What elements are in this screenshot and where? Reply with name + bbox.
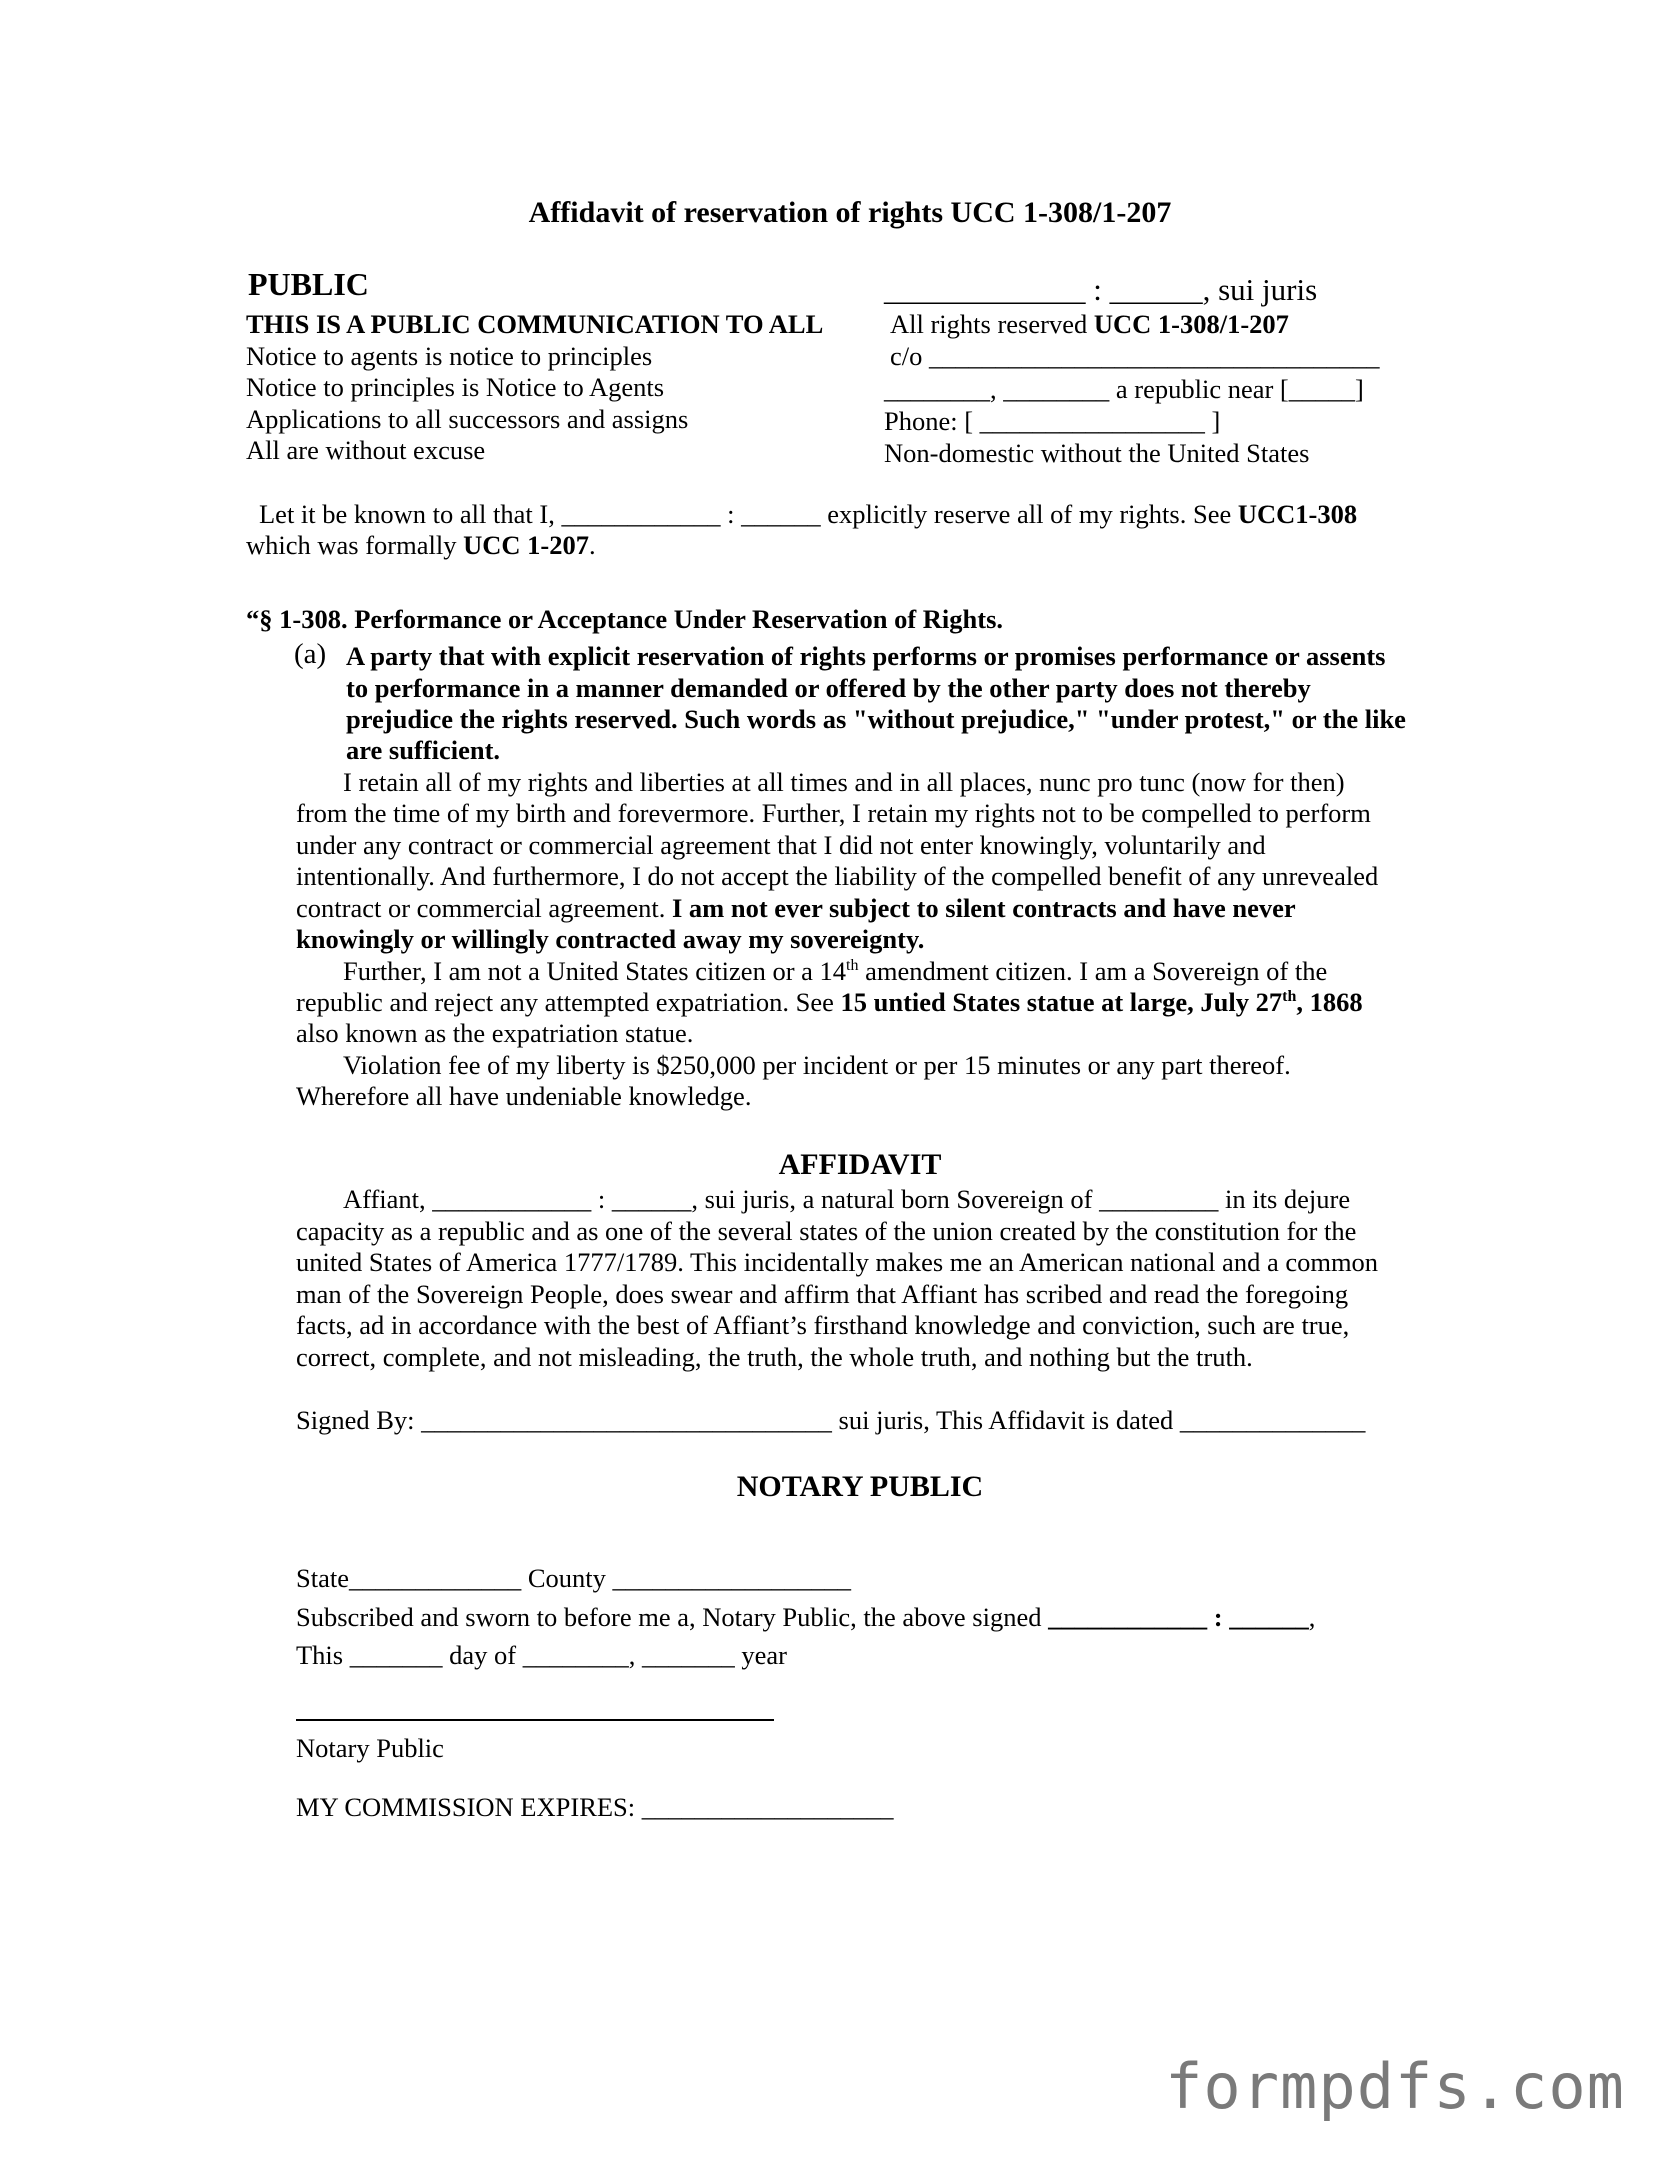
intro-text-2: which was formally xyxy=(246,530,464,560)
body-text: contract or commercial agreement. xyxy=(296,893,672,923)
clause-line: prejudice the rights reserved. Such words as "without prejudice," "under protest," or the like xyxy=(346,704,1406,734)
sworn-comma: , xyxy=(1308,1602,1316,1632)
sworn-name-blank: ____________ : ______ xyxy=(1048,1602,1309,1632)
superscript: th xyxy=(846,957,859,974)
intro-line xyxy=(259,499,1357,531)
superscript: th xyxy=(1282,988,1297,1005)
expatriation-text: republic and reject any attempted expatriation. See xyxy=(296,987,841,1017)
notice-line: Applications to all successors and assigns xyxy=(246,404,689,434)
intro-ucc-1207: UCC 1-207 xyxy=(463,530,589,560)
watermark: formpdfs.com xyxy=(1165,2050,1625,2123)
state-county-line: State_____________ County __________________ xyxy=(296,1563,852,1593)
statute-text: 15 untied States statue at large, July 27 xyxy=(840,987,1283,1017)
public-communication-heading: THIS IS A PUBLIC COMMUNICATION TO ALL xyxy=(246,309,824,339)
expatriation-line xyxy=(296,987,1363,1019)
body-line xyxy=(296,893,1296,925)
signed-by-line: Signed By: _______________________________ sui juris, This Affidavit is dated ______________ xyxy=(296,1405,1366,1435)
notice-line: Notice to agents is notice to principles xyxy=(246,341,653,371)
statute-year: , 1868 xyxy=(1296,987,1363,1017)
affidavit-line: facts, ad in accordance with the best of Affiant’s firsthand knowledge and conviction, such are true, xyxy=(296,1310,1350,1340)
intro-line-2 xyxy=(246,530,596,562)
intro-ucc-1308: UCC1-308 xyxy=(1237,499,1358,529)
intro-text: Let it be known to all that I, ____________ : ______ explicitly reserve all of my rights. See xyxy=(259,499,1238,529)
affidavit-line: Affiant, ____________ : ______, sui juris, a natural born Sovereign of _________ in its dejure xyxy=(343,1184,1351,1214)
intro-period: . xyxy=(588,530,596,560)
clause-label: (a) xyxy=(294,638,327,670)
affidavit-line: united States of America 1777/1789. This incidentally makes me an American national and a common xyxy=(296,1247,1379,1277)
body-line: intentionally. And furthermore, I do not accept the liability of the compelled benefit of any unrevealed xyxy=(296,861,1379,891)
violation-fee-line: Violation fee of my liberty is $250,000 per incident or per 15 minutes or any part thereof. xyxy=(343,1050,1291,1080)
sworn-line xyxy=(296,1602,1315,1634)
non-domestic-line: Non-domestic without the United States xyxy=(884,438,1310,468)
rights-reserved-text: All rights reserved xyxy=(890,309,1094,339)
statute-reference xyxy=(841,987,1363,1017)
notary-signature-line xyxy=(296,1719,774,1721)
care-of-line: c/o __________________________________ xyxy=(890,341,1380,371)
affidavit-heading: AFFIDAVIT xyxy=(778,1148,942,1181)
affidavit-line: man of the Sovereign People, does swear and affirm that Affiant has scribed and read the foregoing xyxy=(296,1279,1349,1309)
body-line: also known as the expatriation statue. xyxy=(296,1018,694,1048)
notary-public-label: Notary Public xyxy=(296,1733,444,1763)
citizenship-line xyxy=(343,956,1327,988)
affidavit-line: capacity as a republic and as one of the several states of the union created by the constitution for the xyxy=(296,1216,1357,1246)
citizenship-text: Further, I am not a United States citizen or a 14 xyxy=(343,956,847,986)
notary-date-line: This _______ day of ________, _______ year xyxy=(296,1640,787,1670)
public-heading: PUBLIC xyxy=(248,266,369,302)
commission-expires-line: MY COMMISSION EXPIRES: ___________________ xyxy=(296,1792,894,1822)
document-title: Affidavit of reservation of rights UCC 1-308/1-207 xyxy=(528,196,1172,229)
body-line: I retain all of my rights and liberties at all times and in all places, nunc pro tunc (now for then) xyxy=(343,767,1345,797)
body-bold-text: I am not ever subject to silent contracts and have never xyxy=(671,893,1296,923)
sworn-text: Subscribed and sworn to before me a, Notary Public, the above signed xyxy=(296,1602,1049,1632)
body-bold-line: knowingly or willingly contracted away my sovereignty. xyxy=(296,924,925,954)
affidavit-line: correct, complete, and not misleading, the truth, the whole truth, and nothing but the truth. xyxy=(296,1342,1253,1372)
notary-heading: NOTARY PUBLIC xyxy=(736,1470,984,1503)
body-line: under any contract or commercial agreement that I did not enter knowingly, voluntarily and xyxy=(296,830,1266,860)
republic-line: ________, ________ a republic near [_____] xyxy=(884,374,1364,404)
clause-line: to performance in a manner demanded or offered by the other party does not thereby xyxy=(346,673,1311,703)
name-sui-juris-line: _____________ : ______, sui juris xyxy=(884,272,1318,307)
rights-reserved-line xyxy=(890,309,1289,341)
body-line: from the time of my birth and forevermore. Further, I retain my rights not to be compelled to perform xyxy=(296,798,1371,828)
rights-reserved-ucc: UCC 1-308/1-207 xyxy=(1093,309,1289,339)
body-line: Wherefore all have undeniable knowledge. xyxy=(296,1081,752,1111)
section-heading: “§ 1-308. Performance or Acceptance Under Reservation of Rights. xyxy=(246,604,1004,634)
notice-line: Notice to principles is Notice to Agents xyxy=(246,372,665,402)
clause-line: A party that with explicit reservation of rights performs or promises performance or assents xyxy=(346,641,1386,671)
notice-line: All are without excuse xyxy=(246,435,486,465)
clause-line: are sufficient. xyxy=(346,735,501,765)
phone-line: Phone: [ _________________ ] xyxy=(884,406,1221,436)
citizenship-text-2: amendment citizen. I am a Sovereign of the xyxy=(858,956,1328,986)
